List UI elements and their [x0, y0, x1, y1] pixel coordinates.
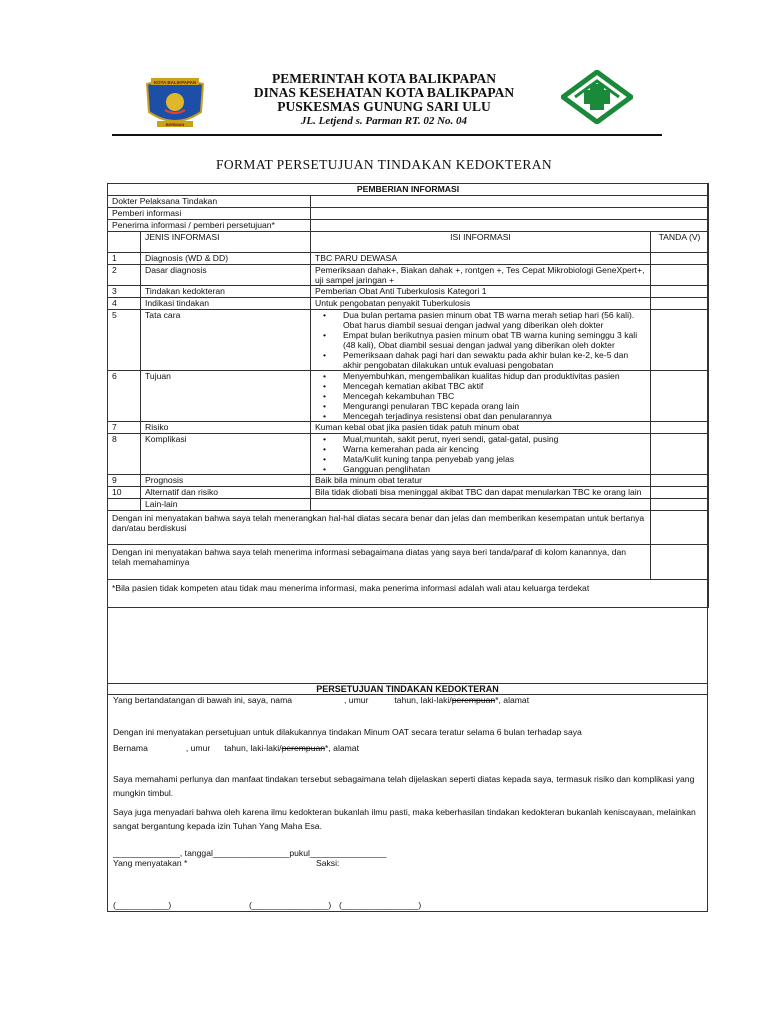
list-item: • Mencegah kematian akibat TBC aktif	[343, 381, 646, 391]
row-isi: Bila tidak diobati bisa meninggal akibat TBC dan dapat menularkan TBC ke orang lain	[311, 487, 651, 499]
table-row	[108, 371, 709, 422]
svg-text:BERIMAN: BERIMAN	[165, 122, 185, 127]
row-isi: Untuk pengobatan penyakit Tuberkulosis	[311, 298, 651, 310]
list-item: • Empat bulan berikutnya pasien minum obat TB warna kuning seminggu 3 kali (48 kali), Obat diambil sesuai dengan jadwal yang diberikan oleh dokter	[343, 330, 646, 350]
col-header-jenis: JENIS INFORMASI	[141, 232, 311, 253]
paraf-box[interactable]	[651, 545, 709, 580]
row-number	[108, 499, 141, 511]
row-tanda[interactable]	[651, 298, 709, 310]
consent-paragraph-1: Saya memahami perlunya dan manfaat tindakan tersebut sebagaimana telah dijelaskan seperti diatas kepada saya, termasuk risiko dan komplikasi yang mungkin timbul.	[113, 774, 695, 798]
row-number: 8	[108, 434, 141, 475]
row-tanda[interactable]	[651, 371, 709, 422]
table-row	[108, 434, 709, 475]
row-isi	[311, 434, 651, 475]
row-isi: TBC PARU DEWASA	[311, 253, 651, 265]
signature-witness-2[interactable]: (________________)	[339, 900, 422, 910]
row-number: 2	[108, 265, 141, 286]
field-value[interactable]	[311, 220, 709, 232]
table-row	[108, 475, 709, 487]
row-tanda[interactable]	[651, 434, 709, 475]
consent-line-3: Bernama , umur tahun, laki-laki/perempuan*, alamat	[113, 743, 359, 753]
list-item: • Mencegah terjadinya resistensi obat dan penularannya	[343, 411, 646, 421]
row-tanda[interactable]	[651, 286, 709, 298]
row-number: 6	[108, 371, 141, 422]
header-divider	[112, 134, 662, 136]
row-isi: Kuman kebal obat jika pasien tidak patuh minum obat	[311, 422, 651, 434]
field-label: Pemberi informasi	[108, 208, 311, 220]
row-jenis: Tata cara	[141, 310, 311, 371]
clinic-address: JL. Letjend s. Parman RT. 02 No. 04	[300, 115, 468, 127]
table-row	[108, 286, 709, 298]
gov-name: PEMERINTAH KOTA BALIKPAPAN	[271, 71, 496, 86]
section-title-info: PEMBERIAN INFORMASI	[108, 184, 709, 196]
table-row	[108, 265, 709, 286]
list-item: • Pemeriksaan dahak pagi hari dan sewaktu pada akhir bulan ke-2, ke-5 dan akhir pengobatan dilakukan untuk evaluasi pengobatan	[343, 350, 646, 370]
row-jenis: Diagnosis (WD & DD)	[141, 253, 311, 265]
row-jenis: Komplikasi	[141, 434, 311, 475]
svg-text:KOTA BALIKPAPAN: KOTA BALIKPAPAN	[153, 80, 197, 85]
statement-informer: Dengan ini menyatakan bahwa saya telah menerangkan hal-hal diatas secara benar dan jelas dan memberikan kesempatan untuk bertanya dan/atau berdiskusi	[108, 511, 651, 545]
section-title-consent: PERSETUJUAN TINDAKAN KEDOKTERAN	[316, 684, 499, 694]
row-isi: Pemeriksaan dahak+, Biakan dahak +, rontgen +, Tes Cepat Mikrobiologi GeneXpert+, uji sampel jaringan +	[311, 265, 651, 286]
statement-row	[108, 511, 709, 545]
clinic-name: PUSKESMAS GUNUNG SARI ULU	[277, 99, 491, 114]
row-number: 7	[108, 422, 141, 434]
consent-paragraph-2: Saya juga menyadari bahwa oleh karena ilmu kedokteran bukanlah ilmu pasti, maka keberhasilan tindakan kedokteran bukanlah keniscayaan, melainkan sangat bergantung kepada izin Tuhan Yang Maha Esa.	[113, 807, 696, 831]
footnote: *Bila pasien tidak kompeten atau tidak mau menerima informasi, maka penerima informasi adalah wali atau keluarga terdekat	[108, 580, 709, 608]
table-row	[108, 499, 709, 511]
consent-line-2: Dengan ini menyatakan persetujuan untuk dilakukannya tindakan Minum OAT secara teratur selama 6 bulan terhadap saya	[113, 727, 582, 737]
row-isi: Baik bila minum obat teratur	[311, 475, 651, 487]
paraf-box[interactable]	[651, 511, 709, 545]
field-label: Penerima informasi / pemberi persetujuan*	[108, 220, 311, 232]
row-jenis: Alternatif dan risiko	[141, 487, 311, 499]
letterhead-text	[0, 72, 768, 128]
row-tanda[interactable]	[651, 475, 709, 487]
row-jenis: Tindakan kedokteran	[141, 286, 311, 298]
col-header-tanda: TANDA (V)	[651, 232, 709, 253]
row-jenis: Indikasi tindakan	[141, 298, 311, 310]
witness-label: Saksi:	[316, 858, 340, 868]
list-item: • Warna kemerahan pada air kencing	[343, 444, 646, 454]
list-item: • Mencegah kekambuhan TBC	[343, 391, 646, 401]
list-item: • Mata/Kulit kuning tanpa penyebab yang jelas	[343, 454, 646, 464]
row-isi	[311, 371, 651, 422]
signature-signer[interactable]: (___________)	[113, 900, 172, 910]
date-line[interactable]: ______________, tanggal________________pukul________________	[113, 848, 387, 858]
row-number: 4	[108, 298, 141, 310]
row-tanda[interactable]	[651, 310, 709, 371]
row-tanda[interactable]	[651, 253, 709, 265]
row-jenis: Prognosis	[141, 475, 311, 487]
row-number: 3	[108, 286, 141, 298]
row-number: 9	[108, 475, 141, 487]
signature-witness-1[interactable]: (________________)	[249, 900, 332, 910]
field-value[interactable]	[311, 208, 709, 220]
row-tanda[interactable]	[651, 265, 709, 286]
row-jenis: Dasar diagnosis	[141, 265, 311, 286]
row-tanda[interactable]	[651, 487, 709, 499]
document-title: FORMAT PERSETUJUAN TINDAKAN KEDOKTERAN	[215, 157, 553, 172]
field-value[interactable]	[311, 196, 709, 208]
row-number: 10	[108, 487, 141, 499]
table-row	[108, 220, 709, 232]
list-item: • Mual,muntah, sakit perut, nyeri sendi, gatal-gatal, pusing	[343, 434, 646, 444]
table-row	[108, 253, 709, 265]
dept-name: DINAS KESEHATAN KOTA BALIKPAPAN	[253, 85, 515, 100]
list-item: • Dua bulan pertama pasien minum obat TB warna merah setiap hari (56 kali). Obat harus diambil sesuai dengan jadwal yang diberikan oleh dokter	[343, 310, 646, 330]
footnote-row	[108, 580, 709, 608]
table-row	[108, 487, 709, 499]
row-tanda[interactable]	[651, 499, 709, 511]
field-label: Dokter Pelaksana Tindakan	[108, 196, 311, 208]
list-item: • Menyembuhkan, mengembalikan kualitas hidup dan produktivitas pasien	[343, 371, 646, 381]
row-isi	[311, 310, 651, 371]
table-row	[108, 310, 709, 371]
signer-label: Yang menyatakan *	[113, 858, 188, 868]
statement-row	[108, 545, 709, 580]
table-row	[108, 196, 709, 208]
list-item: • Mengurangi penularan TBC kepada orang lain	[343, 401, 646, 411]
list-item: • Gangguan penglihatan	[343, 464, 646, 474]
row-jenis: Risiko	[141, 422, 311, 434]
row-jenis: Lain-lain	[141, 499, 311, 511]
table-header-row	[108, 232, 709, 253]
table-row	[108, 208, 709, 220]
row-number: 5	[108, 310, 141, 371]
row-jenis: Tujuan	[141, 371, 311, 422]
row-number: 1	[108, 253, 141, 265]
statement-receiver: Dengan ini menyatakan bahwa saya telah menerima informasi sebagaimana diatas yang saya beri tanda/paraf di kolom kanannya, dan telah memahaminya	[108, 545, 651, 580]
puskesmas-logo-icon	[561, 70, 633, 124]
row-isi: Pemberian Obat Anti Tuberkulosis Kategori 1	[311, 286, 651, 298]
letterhead	[0, 0, 768, 140]
table-row	[108, 298, 709, 310]
row-tanda[interactable]	[651, 422, 709, 434]
row-isi	[311, 499, 651, 511]
table-row	[108, 422, 709, 434]
consent-line-1: Yang bertandatangan di bawah ini, saya, nama , umur tahun, laki-laki/perempuan*, alamat	[113, 695, 530, 705]
information-table	[107, 183, 709, 608]
col-header-isi: ISI INFORMASI	[311, 232, 651, 253]
